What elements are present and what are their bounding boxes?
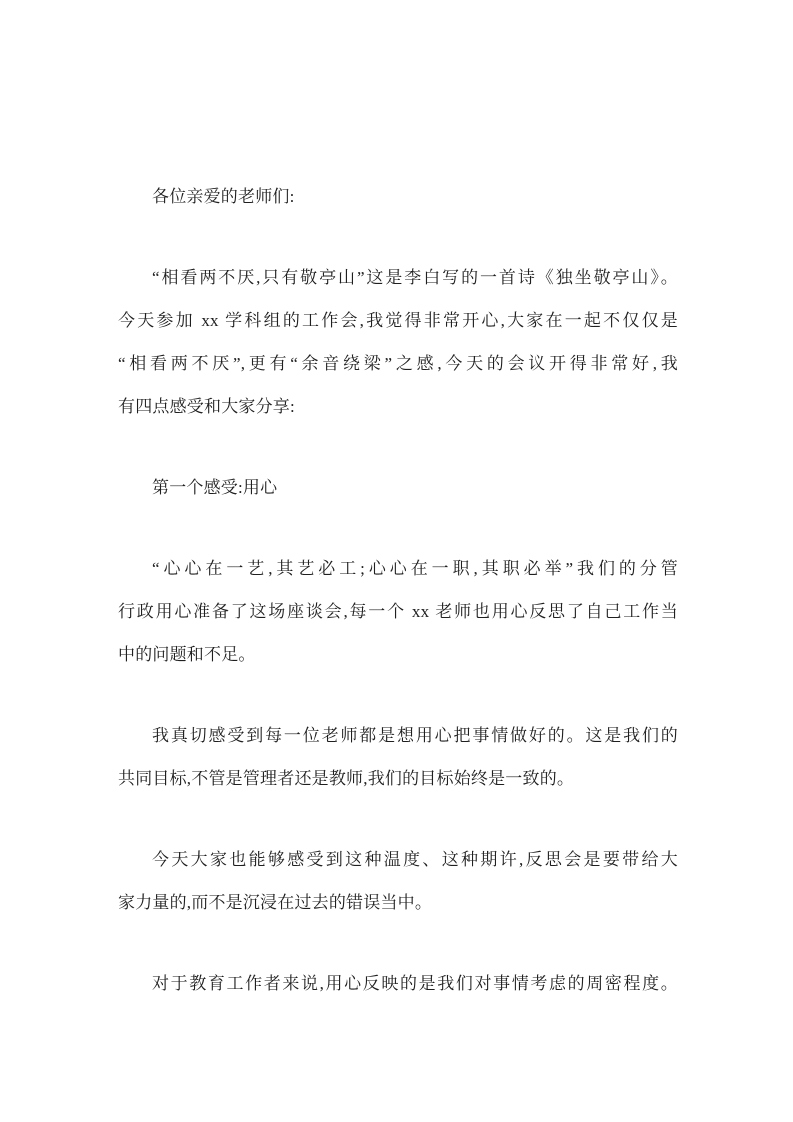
text-line: 有四点感受和大家分享: [118,397,295,416]
text-line: 家力量的,而不是沉浸在过去的错误当中。 [118,893,433,912]
paragraph [118,838,678,924]
text-line: 共同目标,不管是管理者还是教师,我们的目标始终是一致的。 [118,769,575,788]
paragraph [118,256,678,428]
paragraph [118,714,678,800]
paragraph [118,547,678,676]
text-line: 行政用心准备了这场座谈会,每一个 xx 老师也用心反思了自己工作当 [118,602,678,621]
text-line: “相看两不厌,只有敬亭山”这是李白写的一首诗《独坐敬亭山》。 [152,268,678,287]
text-line: 第一个感受:用心 [152,478,278,497]
text-line: “相看两不厌”,更有“余音绕梁”之感,今天的会议开得非常好,我 [118,354,678,373]
paragraph [118,466,678,509]
paragraph [118,962,678,1005]
text-line: 我真切感受到每一位老师都是想用心把事情做好的。这是我们的 [152,726,678,745]
document-text-block [118,175,678,1005]
text-line: 中的问题和不足。 [118,645,256,664]
paragraph [118,175,678,218]
text-line: “心心在一艺,其艺必工;心心在一职,其职必举”我们的分管 [152,559,678,578]
text-line: 今天参加 xx 学科组的工作会,我觉得非常开心,大家在一起不仅仅是 [118,311,678,330]
text-line: 对于教育工作者来说,用心反映的是我们对事情考虑的周密程度。 [152,974,678,993]
text-line: 今天大家也能够感受到这种温度、这种期许,反思会是要带给大 [152,850,678,869]
text-line: 各位亲爱的老师们: [152,187,295,206]
